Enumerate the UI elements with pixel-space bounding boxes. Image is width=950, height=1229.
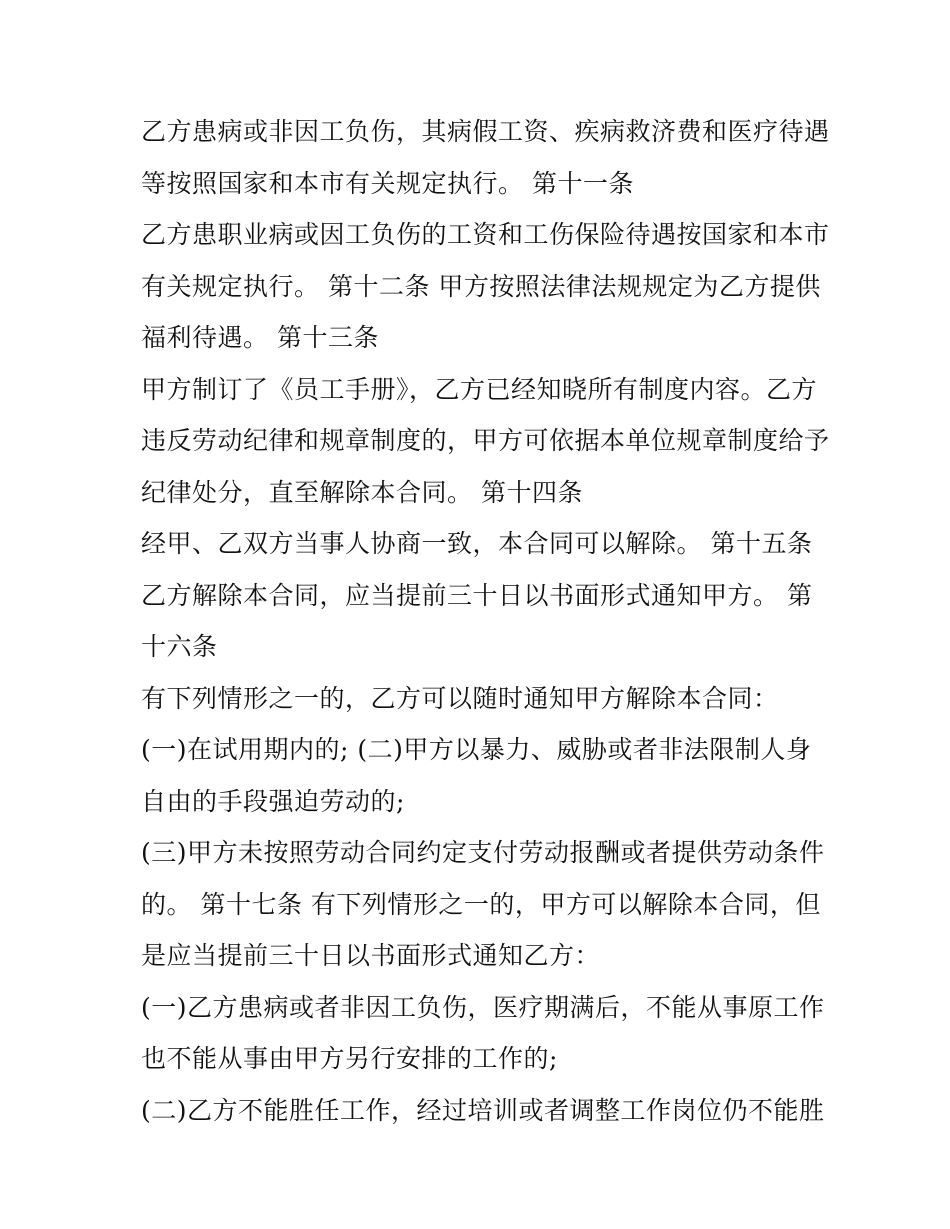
text-line: 甲方制订了《员工手册》，乙方已经知晓所有制度内容。乙方 [141,374,818,404]
text-line: 经甲、乙双方当事人协商一致，本合同可以解除。 第十五条 [141,529,813,558]
text-line: 乙方患病或非因工负伤，其病假工资、疾病救济费和医疗待遇 [141,117,830,146]
text-line: 有关规定执行。 第十二条 甲方按照法律法规规定为乙方提供 [141,271,821,301]
text-line: 乙方解除本合同，应当提前三十日以书面形式通知甲方。 第 [141,580,813,610]
text-line: 也不能从事由甲方另行安排的工作的; [141,1044,558,1073]
text-line: 违反劳动纪律和规章制度的，甲方可依据本单位规章制度给予 [141,426,830,455]
text-line: 自由的手段强迫劳动的; [141,786,405,816]
text-line: 有下列情形之一的，乙方可以随时通知甲方解除本合同： [141,683,779,713]
text-line: (一)乙方患病或者非因工负伤，医疗期满后，不能从事原工作 [141,992,825,1022]
text-line: 是应当提前三十日以书面形式通知乙方： [141,941,601,970]
text-line: 十六条 [141,632,218,661]
text-line: 纪律处分，直至解除本合同。 第十四条 [141,477,583,507]
text-line: 等按照国家和本市有关规定执行。 第十一条 [141,168,634,198]
text-line: 福利待遇。 第十三条 [141,323,379,352]
body-text [141,106,830,1136]
text-line: (二)乙方不能胜任工作，经过培训或者调整工作岗位仍不能胜 [141,1095,825,1125]
text-line: 乙方患职业病或因工负伤的工资和工伤保险待遇按国家和本市 [141,220,830,249]
text-line: 的。 第十七条 有下列情形之一的，甲方可以解除本合同，但 [141,889,821,919]
text-line: (三)甲方未按照劳动合同约定支付劳动报酬或者提供劳动条件 [141,838,825,867]
text-line: (一)在试用期内的; (二)甲方以暴力、威胁或者非法限制人身 [141,735,812,764]
